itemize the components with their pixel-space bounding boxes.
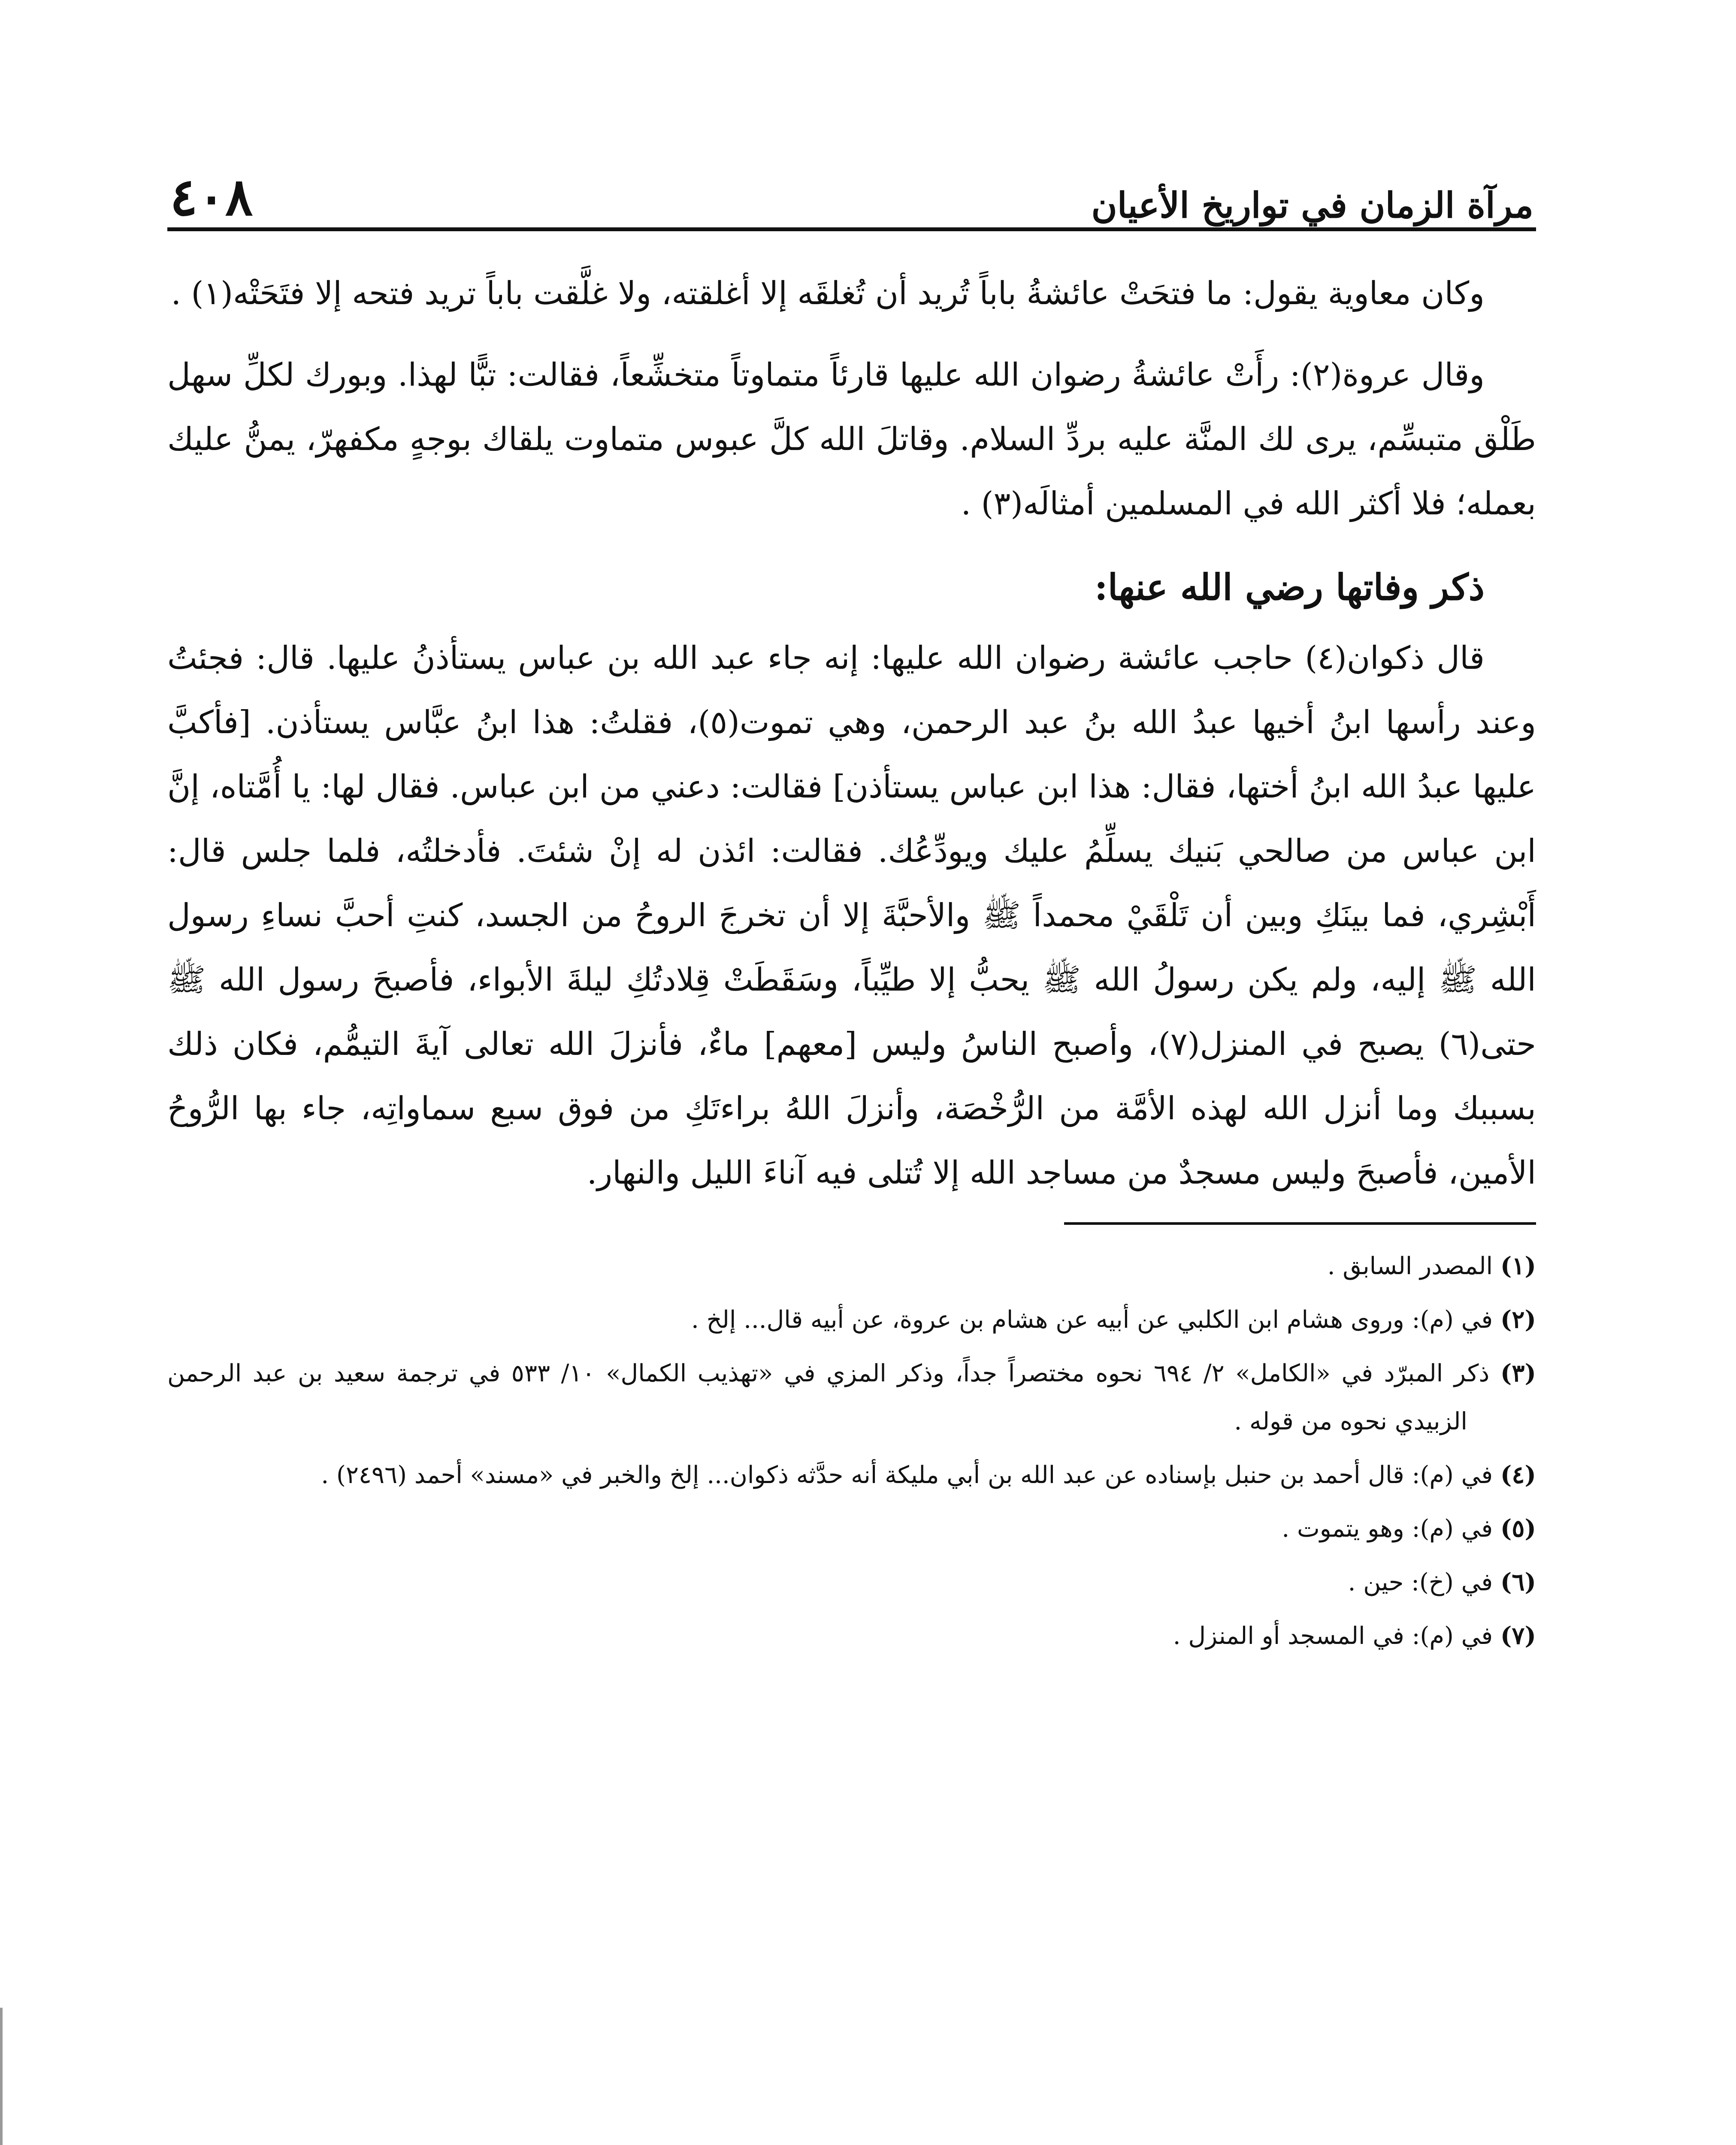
footnote-number: (٢) [1500,1305,1536,1334]
footnote-number: (٥) [1500,1514,1536,1543]
footnote-number: (٤) [1500,1461,1536,1489]
footnote-number: (٦) [1500,1568,1536,1596]
footnote [167,1349,1536,1446]
footnote [167,1451,1536,1499]
footnote-number: (١) [1500,1252,1536,1280]
running-header [167,142,1536,231]
section-heading: ذكر وفاتها رضي الله عنها: [1094,566,1485,608]
paragraph: قال ذكوان(٤) حاجب عائشة رضوان الله عليها: إنه جاء عبد الله بن عباس يستأذنُ عليها. قال: فجئتُ وعند رأسها ابنُ أخيها عبدُ الله بنُ عبد الرحمن، وهي تموت(٥)، فقلتُ: هذا ابنُ عبَّاس يستأذن. [فأكبَّ عليها عبدُ الله ابنُ أختها، فقال: هذا ابن عباس يستأذن] فقالت: دعني من ابن عباس. فقال لها: يا أُمَّتاه، إنَّ ابن عباس من صالحي بَنيك يسلِّمُ عليك ويودِّعُك. فقالت: ائذن له إنْ شئتَ. فأدخلتُه، فلما جلس قال: أَبْشِري، فما بينَكِ وبين أن تَلْقَيْ محمداً ﷺ والأحبَّةَ إلا أن تخرجَ الروحُ من الجسد، كنتِ أحبَّ نساءِ رسول الله ﷺ إليه، ولم يكن رسولُ الله ﷺ يحبُّ إلا طيِّباً، وسَقَطَتْ قِلادتُكِ ليلةَ الأبواء، فأصبحَ رسول الله ﷺ حتى(٦) يصبح في المنزل(٧)، وأصبح الناسُ وليس [معهم] ماءٌ، فأنزلَ الله تعالى آيةَ التيمُّم، فكان ذلك بسببك وما أنزل الله لهذه الأمَّة من الرُّخْصَة، وأنزلَ اللهُ براءتَكِ من فوق سبع سماواتِه، جاء بها الرُّوحُ الأمين، فأصبحَ وليس مسجدٌ من مساجد الله إلا تُتلى فيه آناءَ الليل والنهار. [167,640,1536,1191]
footnote-text: في (خ): حين . [1348,1568,1493,1596]
footnote-number: (٣) [1500,1359,1536,1387]
footnotes [167,1242,1536,1660]
footnote-text: ذكر المبرّد في «الكامل» ٢/ ٦٩٤ نحوه مختصراً جداً، وذكر المزي في «تهذيب الكمال» ١٠/ ٥٣٣ في ترجمة سعيد بن عبد الرحمن الزبيدي نحوه من قوله . [167,1360,1490,1435]
paragraph: وقال عروة(٢): رأَتْ عائشةُ رضوان الله عليها قارئاً متماوتاً متخشِّعاً، فقالت: تبًّا لهذا. وبورك لكلِّ سهل طَلْق متبسِّم، يرى لك المنَّة عليه بردِّ السلام. وقاتلَ الله كلَّ عبوس متماوت يلقاك بوجهٍ مكفهرّ، يمنُّ عليك بعمله؛ فلا أكثر الله في المسلمين أمثالَه(٣) . [167,356,1536,522]
footnote-text: في (م): في المسجد أو المنزل . [1173,1622,1493,1650]
footnote [167,1558,1536,1607]
footnote [167,1296,1536,1344]
footnote-text: في (م): قال أحمد بن حنبل بإسناده عن عبد الله بن أبي مليكة أنه حدَّثه ذكوان... إلخ والخبر في «مسند» أحمد (٢٤٩٦) . [321,1461,1493,1489]
footnote [167,1612,1536,1660]
paragraph: وكان معاوية يقول: ما فتحَتْ عائشةُ باباً تُريد أن تُغلقَه إلا أغلقته، ولا غلَّقت باباً تريد فتحه إلا فتَحَتْه(١) . [171,275,1485,312]
scan-edge-mark [0,2008,3,2145]
footnote-separator [1064,1222,1536,1225]
main-text [167,261,1536,1205]
book-page [167,142,1536,1665]
book-title: مرآة الزمان في تواريخ الأعيان [1091,185,1533,226]
page-number: ٤٠٨ [170,167,253,227]
footnote-text: في (م): وروى هشام ابن الكلبي عن أبيه عن هشام بن عروة، عن أبيه قال... إلخ . [691,1306,1493,1334]
footnote-number: (٧) [1500,1622,1536,1650]
footnote [167,1505,1536,1553]
footnote-text: المصدر السابق . [1327,1252,1493,1280]
footnote-text: في (م): وهو يتموت . [1282,1515,1493,1543]
footnote [167,1242,1536,1290]
